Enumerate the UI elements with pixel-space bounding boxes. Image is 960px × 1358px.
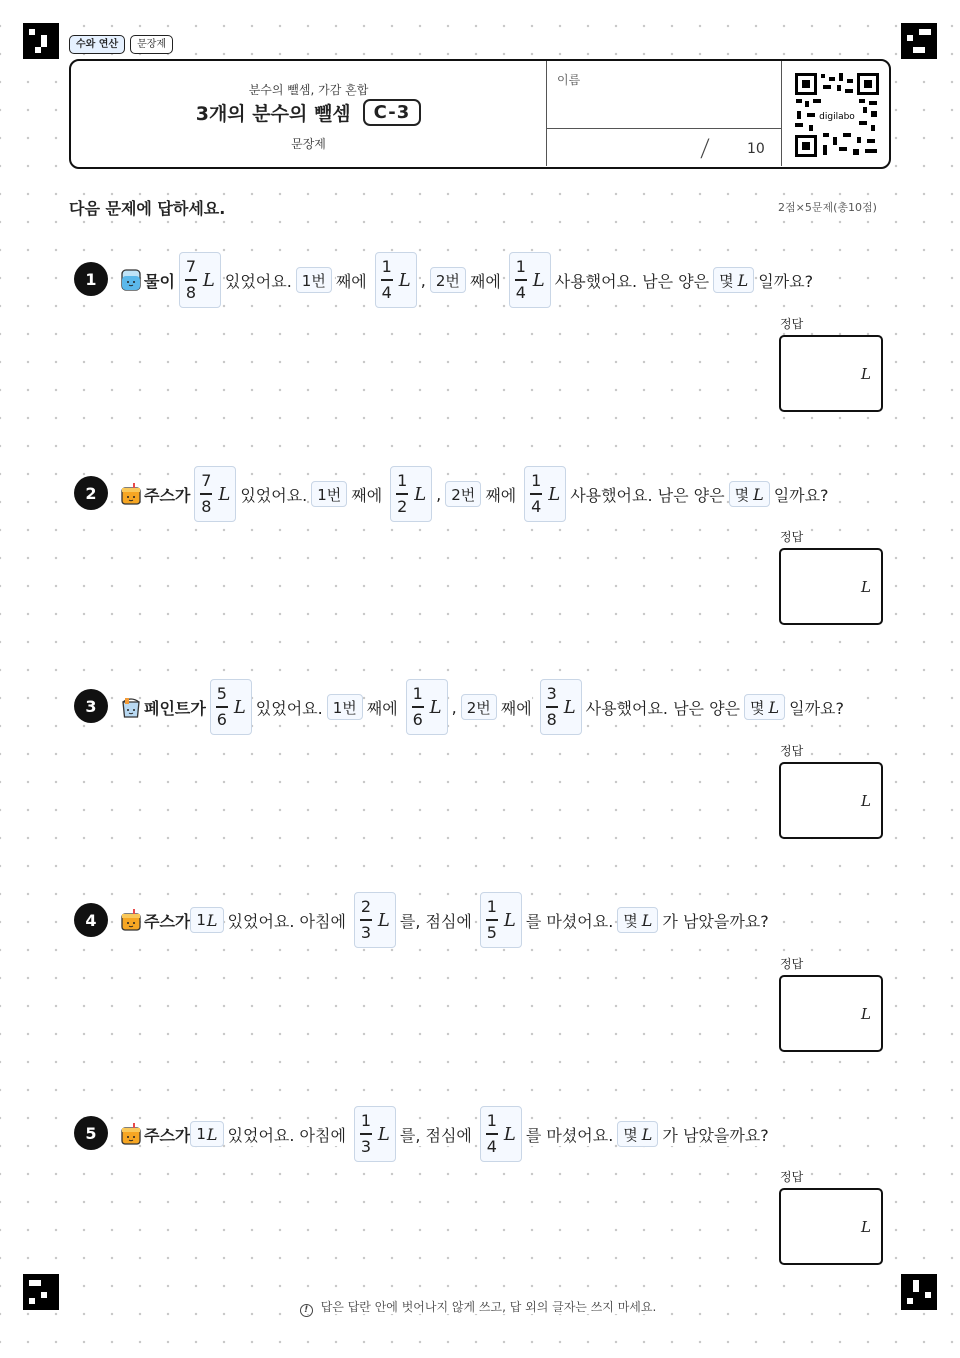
- points-info: 2점×5문제(총10점): [778, 201, 877, 214]
- question-2-first-label: 1번: [311, 481, 347, 507]
- instruction-text: 다음 문제에 답하세요.: [69, 196, 229, 219]
- question-1-second-amount: $\frac{1}{4}$ L: [509, 252, 551, 308]
- worksheet-code: C-3: [363, 99, 422, 126]
- answer-label-3: 정답: [780, 744, 804, 758]
- alignment-marker-top-left: [23, 23, 59, 59]
- worksheet-header: [69, 59, 891, 169]
- question-4-subject: 주스가: [144, 909, 190, 932]
- score-field[interactable]: [547, 129, 781, 166]
- question-3-second-label: 2번: [461, 694, 497, 720]
- qr-code-icon: [793, 71, 881, 159]
- question-5-text: 주스가 1 L 있었어요. 아침에 $\frac{1}{3}$ L 를, 점심에 $\frac{1}{4}$ L 를 마셨어요. 몇 L 가 남았을까요?: [120, 1106, 773, 1162]
- footer-text: 답은 답란 안에 벗어나지 않게 쓰고, 답 외의 글자는 쓰지 마세요.: [317, 1300, 661, 1314]
- water-glass-icon: [120, 268, 142, 292]
- question-3-second-amount: $\frac{3}{8}$ L: [540, 679, 582, 735]
- answer-label-5: 정답: [780, 1170, 804, 1184]
- category-tags: [69, 35, 173, 54]
- question-5-lunch-amount: $\frac{1}{4}$ L: [480, 1106, 522, 1162]
- tag-type: 문장제: [130, 35, 173, 54]
- score-total: 10: [747, 141, 765, 157]
- question-3-subject: 페인트가: [144, 696, 206, 719]
- question-number-2: 2: [74, 476, 108, 510]
- score-slash: /: [699, 134, 711, 162]
- answer-label-4: 정답: [780, 957, 804, 971]
- answer-box-1[interactable]: L: [779, 335, 883, 412]
- question-5-morning-amount: $\frac{1}{3}$ L: [354, 1106, 396, 1162]
- question-1-first-label: 1번: [296, 267, 332, 293]
- paint-bucket-icon: [120, 695, 142, 719]
- warning-icon: !: [300, 1304, 313, 1317]
- question-4-lunch-amount: $\frac{1}{5}$ L: [480, 892, 522, 948]
- question-5-subject: 주스가: [144, 1123, 190, 1146]
- question-2-first-amount: $\frac{1}{2}$ L: [390, 466, 432, 522]
- question-2-amount: $\frac{7}{8}$ L: [194, 466, 236, 522]
- juice-box-icon: [120, 482, 142, 506]
- header-subtitle: 분수의 뺄셈, 가감 혼합: [248, 83, 369, 97]
- question-4-morning-amount: $\frac{2}{3}$ L: [354, 892, 396, 948]
- alignment-marker-top-right: [901, 23, 937, 59]
- question-1-second-label: 2번: [430, 267, 466, 293]
- answer-label-1: 정답: [780, 317, 804, 331]
- question-2-text: 주스가 $\frac{7}{8}$ L 있었어요. 1번 째에 $\frac{1}{2}$ L , 2번 째에 $\frac{1}{4}$ L 사용했어요. 남은 양은 몇 L 일까요?: [120, 466, 833, 522]
- question-4-whole-amount: 1 L: [190, 907, 223, 933]
- question-5-whole-amount: 1 L: [190, 1121, 223, 1147]
- question-2-second-amount: $\frac{1}{4}$ L: [524, 466, 566, 522]
- header-name-score: [546, 61, 782, 166]
- question-2-ask: 몇 L: [729, 481, 770, 507]
- question-1-ask: 몇 L: [713, 267, 754, 293]
- question-3-ask: 몇 L: [744, 694, 785, 720]
- question-1-amount: $\frac{7}{8}$ L: [179, 252, 221, 308]
- juice-box-icon: [120, 908, 142, 932]
- question-3-amount: $\frac{5}{6}$ L: [210, 679, 252, 735]
- question-3-first-amount: $\frac{1}{6}$ L: [406, 679, 448, 735]
- question-number-3: 3: [74, 689, 108, 723]
- page-title: 3개의 분수의 뺄셈: [195, 103, 351, 125]
- question-2-second-label: 2번: [445, 481, 481, 507]
- name-field[interactable]: [547, 61, 781, 129]
- question-3-text: 페인트가 $\frac{5}{6}$ L 있었어요. 1번 째에 $\frac{1}{6}$ L , 2번 째에 $\frac{3}{8}$ L 사용했어요. 남은 양은 몇 L 일까요?: [120, 679, 848, 735]
- question-5-ask: 몇 L: [617, 1121, 658, 1147]
- header-title-area: [71, 61, 546, 166]
- answer-box-2[interactable]: L: [779, 548, 883, 625]
- question-1-text: 물이 $\frac{7}{8}$ L 있었어요. 1번 째에 $\frac{1}{4}$ L , 2번 째에 $\frac{1}{4}$ L 사용했어요. 남은 양은 몇 L 일까요?: [120, 252, 817, 308]
- question-4-ask: 몇 L: [617, 907, 658, 933]
- header-type: 문장제: [291, 137, 326, 151]
- question-4-text: 주스가 1 L 있었어요. 아침에 $\frac{2}{3}$ L 를, 점심에 $\frac{1}{5}$ L 를 마셨어요. 몇 L 가 남았을까요?: [120, 892, 773, 948]
- question-number-5: 5: [74, 1116, 108, 1150]
- answer-box-5[interactable]: L: [779, 1188, 883, 1265]
- question-1-subject: 물이: [144, 269, 175, 292]
- answer-box-3[interactable]: L: [779, 762, 883, 839]
- answer-label-2: 정답: [780, 530, 804, 544]
- tag-category: 수와 연산: [69, 35, 125, 54]
- juice-box-icon: [120, 1122, 142, 1146]
- footer-note: [0, 1298, 960, 1317]
- svg-text:digilabo: digilabo: [819, 112, 855, 122]
- question-1-first-amount: $\frac{1}{4}$ L: [375, 252, 417, 308]
- question-number-1: 1: [74, 262, 108, 296]
- question-3-first-label: 1번: [327, 694, 363, 720]
- name-label: 이름: [557, 73, 581, 87]
- question-number-4: 4: [74, 903, 108, 937]
- question-2-subject: 주스가: [144, 483, 190, 506]
- answer-box-4[interactable]: L: [779, 975, 883, 1052]
